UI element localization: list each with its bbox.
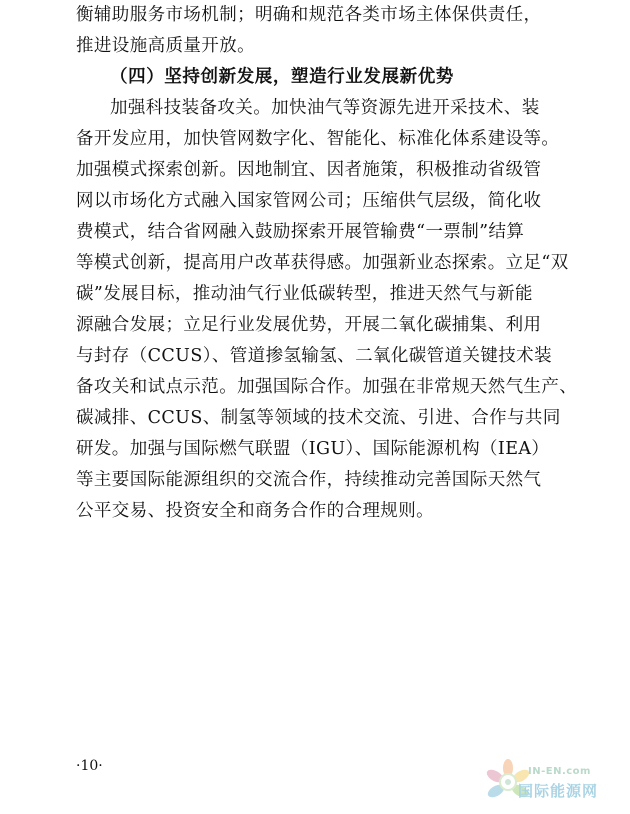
text-line: 备攻关和试点示范。加强国际合作。加强在非常规天然气生产、 [76, 377, 578, 397]
text-line: 加强科技装备攻关。加快油气等资源先进开采技术、装 [110, 98, 540, 118]
watermark-site: IN-EN.com [528, 766, 591, 777]
text-line: 加强模式探索创新。因地制宜、因者施策，积极推动省级管 [76, 160, 542, 180]
text-line: 碳减排、CCUS、制氢等领域的技术交流、引进、合作与共同 [76, 408, 561, 428]
text-line: 备开发应用，加快管网数字化、智能化、标准化体系建设等。 [76, 129, 560, 149]
text-line: 碳”发展目标，推动油气行业低碳转型，推进天然气与新能 [76, 284, 533, 304]
text-line: 研发。加强与国际燃气联盟（IGU）、国际能源机构（IEA） [76, 439, 550, 459]
text-line: 衡辅助服务市场机制；明确和规范各类市场主体保供责任， [76, 5, 542, 25]
text-line: 与封存（CCUS）、管道掺氢输氢、二氧化碳管道关键技术装 [76, 346, 552, 366]
watermark-logo [484, 752, 624, 808]
text-line: 推进设施高质量开放。 [76, 36, 255, 56]
page-number: ·10· [76, 758, 103, 774]
text-line: 费模式，结合省网融入鼓励探索开展管输费“一票制”结算 [76, 222, 525, 242]
text-line: 网以市场化方式融入国家管网公司；压缩供气层级，简化收 [76, 191, 542, 211]
watermark-name: 国际能源网 [518, 782, 599, 800]
text-line: 等模式创新，提高用户改革获得感。加强新业态探索。立足“双 [76, 253, 569, 273]
text-line: 等主要国际能源组织的交流合作，持续推动完善国际天然气 [76, 470, 542, 490]
section-heading: （四）坚持创新发展，塑造行业发展新优势 [110, 67, 454, 87]
text-line: 公平交易、投资安全和商务合作的合理规则。 [76, 501, 434, 521]
text-line: 源融合发展；立足行业发展优势，开展二氧化碳捕集、利用 [76, 315, 542, 335]
